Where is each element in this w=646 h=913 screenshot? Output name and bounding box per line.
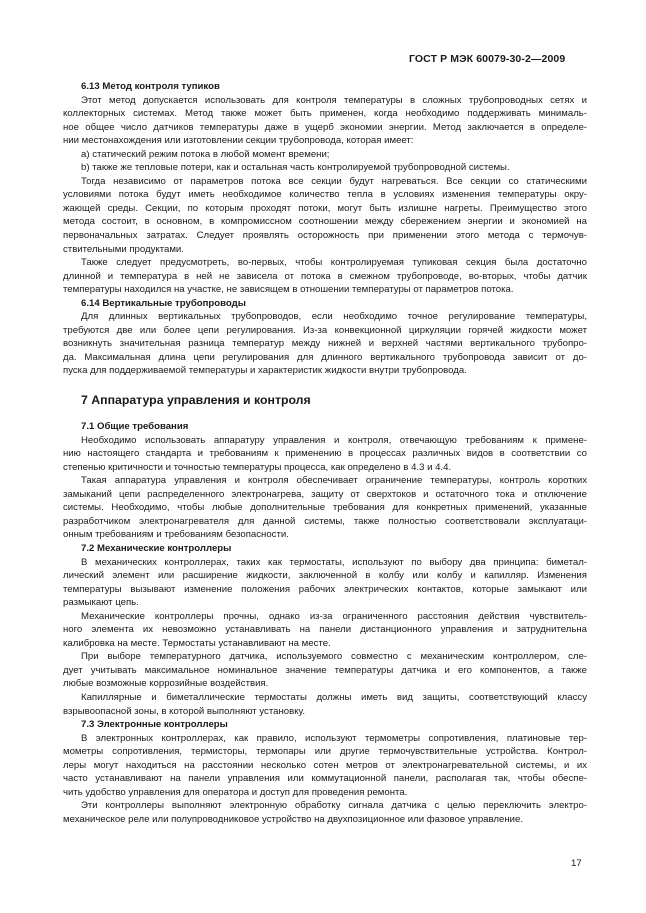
text-line: любые возможные коррозийные воздействия. — [63, 678, 269, 690]
text-line: разработчиком электронагревателя для данной системы, также полностью соответствовали эксплуатаци- — [63, 515, 587, 527]
page-number: 17 — [571, 858, 582, 869]
text-line: При выборе температурного датчика, используемого совместно с механическим контроллером, сле- — [81, 651, 587, 663]
text-line: часто устанавливают на панели управления или коммутационной панели, располагая так, чтобы обеспе- — [63, 773, 587, 785]
text-line: размыкают цепь. — [63, 597, 139, 609]
text-line: дует учитывать максимальное номинальное значение температуры датчика и его компонентов, а также — [63, 664, 587, 676]
text-line: ствительными продуктами. — [63, 243, 184, 255]
text-line: пуска для поддерживаемой температуры и характеристик жидкости внутри трубопровода. — [63, 365, 467, 377]
text-line: чить удобство управления для оператора и доступ для проведения ремонта. — [63, 786, 408, 798]
text-line: мометры сопротивления, термисторы, термопары или другие термочувствительные устройства. Контрол- — [63, 746, 587, 758]
text-line: длинной и температура в ней не зависела от потока в смежном трубопроводе, во-вторых, чтобы датчик — [63, 270, 587, 282]
text-line: возникнуть значительная разница температур между нижней и верхней частями вертикального трубопро- — [63, 338, 587, 350]
text-line: ного элемента их невозможно устанавливать на панели дистанционного управления и затруднительна — [63, 624, 587, 636]
section-body-7-2 — [63, 556, 587, 719]
section-body-6-13 — [63, 94, 587, 297]
text-line: калибровка на месте. Термостаты устанавливают на месте. — [63, 637, 331, 649]
section-heading-7-1: 7.1 Общие требования — [81, 421, 189, 433]
text-line: температуры находился на участке, не зависящем в отношении температуры от параметров потока. — [63, 284, 514, 296]
section-heading-6-14: 6.14 Вертикальные трубопроводы — [81, 297, 246, 309]
text-line: метода состоит, в основном, в компромиссном соотношении между сбережением энергии и экономией на — [63, 216, 587, 228]
text-line: Необходимо использовать аппаратуру управления и контроля, отвечающую требованиям к примене- — [81, 434, 587, 446]
text-line: первоначальных затратах. Следует проявлять осторожность при применении этого метода с термочув- — [63, 230, 587, 242]
section-body-7-3 — [63, 732, 587, 827]
standard-header: ГОСТ Р МЭК 60079-30-2—2009 — [409, 53, 566, 65]
section-body-6-14 — [63, 310, 587, 378]
text-line: степенью критичности и точностью температуры процесса, как определено в 4.3 и 4.4. — [63, 461, 452, 473]
text-line: лический элемент или расширение жидкости, заключенной в колбу или колбу и капилляр. Изменения — [63, 570, 587, 582]
text-line: В электронных контроллерах, как правило, используют термометры сопротивления, платиновые тер- — [81, 732, 587, 744]
text-line: требуются две или более цепи регулирования. Из-за конвекционной циркуляции горячей жидкости может — [63, 324, 587, 336]
text-line: Тогда независимо от параметров потока все секции будут нагреваться. Все секции со статическими — [81, 175, 587, 187]
text-line: замыканий цепи распределенного электронагрева, защиту от сверхтоков и остаточного тока и отключение — [63, 488, 587, 500]
text-line: взрывоопасной зоны, в которой выполняют установку. — [63, 705, 306, 717]
chapter-heading-7: 7 Аппаратура управления и контроля — [81, 393, 311, 408]
text-line: Такая аппаратура управления и контроля обеспечивает ограничение температуры, контроль коротких — [81, 475, 587, 487]
text-line: Механические контроллеры прочны, однако из-за ограниченного расстояния действия чувствитель- — [81, 610, 587, 622]
text-line: леры могут находиться на расстоянии несколько сотен метров от электронагревательной системы, и их — [63, 759, 587, 771]
text-line: Эти контроллеры выполняют электронную обработку сигнала датчика с целью переключить электро- — [81, 800, 587, 812]
text-line: Этот метод допускается использовать для контроля температуры в сложных трубопроводных сетях и — [81, 94, 587, 106]
text-line: ное общее число датчиков температуры даже в ущерб экономии энергии. Метод заключается в определе- — [63, 121, 587, 133]
text-line: Для длинных вертикальных трубопроводов, если необходимо точное регулирование температуры, — [81, 311, 587, 323]
list-item: а) статический режим потока в любой момент времени; — [81, 148, 330, 160]
text-line: системы. Необходимо, чтобы любые дополнительные требования для конкретных применений, указанные — [63, 502, 587, 514]
list-item: b) также же тепловые потери, как и остальная часть контролируемой трубопроводной системы. — [81, 162, 510, 174]
text-line: температуры вызывают изменение положения рабочих электрических контактов, которые замыкают или — [63, 583, 587, 595]
section-heading-7-2: 7.2 Механические контроллеры — [81, 542, 232, 554]
text-line: механическое реле или полупроводниковое устройство на двухпозиционное или фазовое управление. — [63, 813, 523, 825]
text-line: Капиллярные и биметаллические термостаты должны иметь вид защиты, соответствующий классу — [81, 691, 587, 703]
text-line: коллекторных системах. Метод также может быть применен, когда необходимо поддерживать минималь- — [63, 108, 587, 120]
text-line: да. Максимальная длина цепи регулирования для длинного вертикального трубопровода зависит от до- — [63, 351, 587, 363]
text-line: Также следует предусмотреть, во-первых, чтобы контролируемая тупиковая секция была достаточно — [81, 257, 587, 269]
text-line: нию настоящего стандарта и требованиям к применению в процессах различных видов в соответствии со — [63, 448, 587, 460]
text-line: В механических контроллерах, таких как термостаты, используют по выбору два принципа: биметал- — [81, 556, 587, 568]
section-body-7-1 — [63, 434, 587, 542]
text-line: жающей среды. Секции, по которым проходят потоки, могут быть излишне нагреты. Преимущество этого — [63, 202, 587, 214]
text-line: нии местонахождения или изготовлении секции трубопровода, которая имеет: — [63, 135, 414, 147]
text-line: онным требованиям и требованиям безопасности. — [63, 529, 289, 541]
text-line: условиями потока будут иметь необходимое количество тепла в условиях изменения температуры окру- — [63, 189, 587, 201]
section-heading-6-13: 6.13 Метод контроля тупиков — [81, 81, 220, 92]
page-content — [63, 80, 587, 826]
section-heading-7-3: 7.3 Электронные контроллеры — [81, 719, 228, 731]
